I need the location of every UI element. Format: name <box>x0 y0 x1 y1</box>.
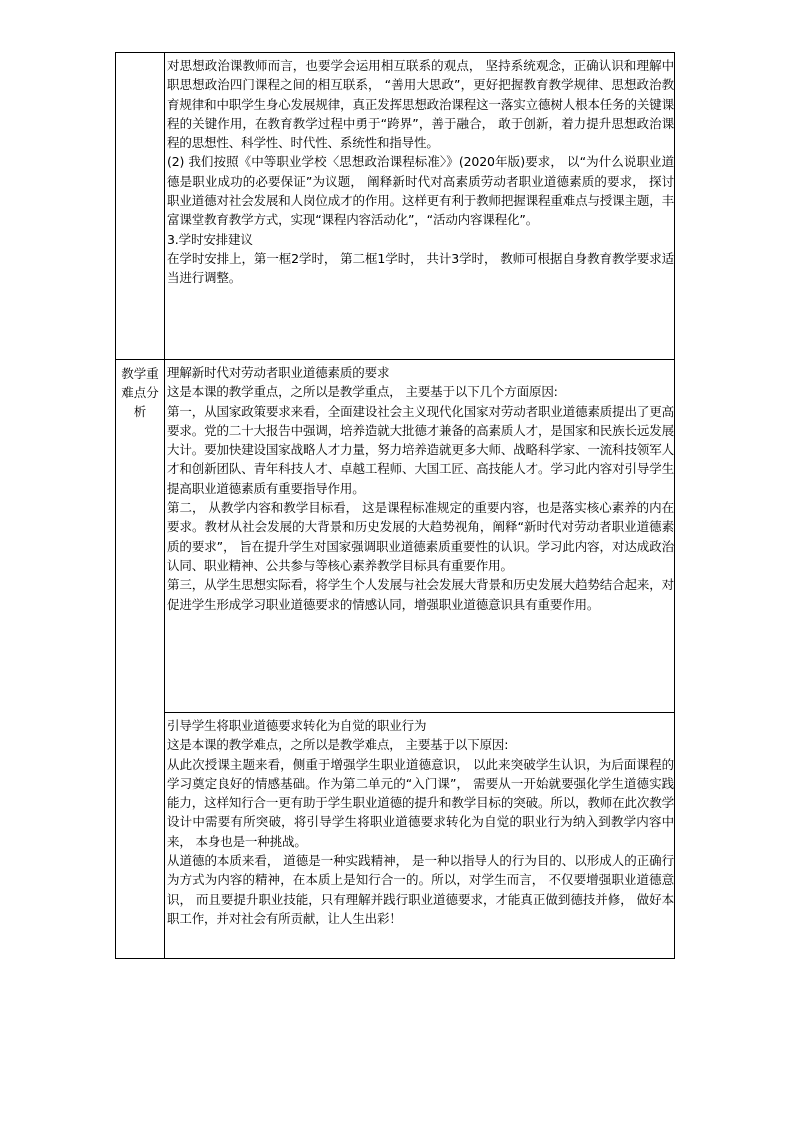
paragraph: 从此次授课主题来看，侧重于增强学生职业道德意识， 以此来突破学生认识，为后面课程的学习奠定良好的情感基础。作为第二单元的“入门课”， 需要从一开始就要强化学生道德实践能力，这样知行合一更有助于学生职业道德的提升和教学目标的突破。所以，教师在此次教学设计中需要有所突破，将引导学生将职业道德要求转化为自觉的职业行为纳入到教学内容中来， 本身也是一种挑战。 <box>167 756 674 849</box>
heading-key-point: 理解新时代对劳动者职业道德素质的要求 <box>167 365 390 380</box>
heading-difficult-point: 引导学生将职业道德要求转化为自觉的职业行为 <box>167 718 427 733</box>
content-cell <box>165 53 675 360</box>
paragraph: 第二， 从教学内容和教学目标看， 这是课程标准规定的重要内容，也是落实核心素养的内在要求。教材从社会发展的大背景和历史发展的大趋势视角，阐释“新时代对劳动者职业道德素质的要求”， 旨在提升学生对国家强调职业道德素质重要性的认识。学习此内容，对达成政治认同、职业精神、公共参与等核心素养教学目标具有重要作用。 <box>167 500 674 573</box>
paragraph: 3.学时安排建议 <box>167 231 253 247</box>
lesson-plan-table <box>115 52 675 959</box>
row-label <box>116 53 164 57</box>
paragraph: 从道德的本质来看， 道德是一种实践精神， 是一种以指导人的行为目的、以形成人的正确行为方式为内容的精神，在本质上是知行合一的。所以，对学生而言， 不仅要增强职业道德意识， 而且要提升职业技能，只有理解并践行职业道德要求，才能真正做到德技并修， 做好本职工作，并对社会有所贡献，让人生出彩！ <box>167 853 674 926</box>
paragraph: 这是本课的教学难点，之所以是教学难点， 主要基于以下原因: <box>167 737 509 753</box>
table-row <box>116 53 675 360</box>
row-label-cell <box>116 360 165 959</box>
content-cell <box>165 360 675 713</box>
row-label-key-difficult-points: 教学重难点分析 <box>121 366 159 419</box>
table-row <box>116 360 675 713</box>
row-label-cell <box>116 53 165 360</box>
paragraph: 对思想政治课教师而言，也要学会运用相互联系的观点， 坚持系统观念，正确认识和理解中职思想政治四门课程之间的相互联系， “善用大思政”，更好把握教育教学规律、思想政治教育规律和中职学生身心发展规律，真正发挥思想政治课程这一落实立德树人根本任务的关键课程的关键作用，在教育教学过程中勇于“跨界”，善于融合， 敢于创新，着力提升思想政治课程的思想性、科学性、时代性、系统性和指导性。 <box>167 58 674 151</box>
paragraph: 在学时安排上，第一框2学时， 第二框1学时， 共计3学时， 教师可根据自身教育教学要求适当进行调整。 <box>167 250 674 286</box>
paragraph: (2) 我们按照《中等职业学校〈思想政治课程标准〉》(2020年版)要求， 以“为什么说职业道德是职业成功的必要保证”为议题， 阐释新时代对高素质劳动者职业道德素质的要求， 探讨职业道德对社会发展和人岗位成才的作用。这样更有利于教师把握课程重难点与授课主题，丰富课堂教育教学方式，实现“课程内容活动化”，“活动内容课程化”。 <box>167 154 674 228</box>
paragraph: 这是本课的教学重点，之所以是教学重点， 主要基于以下几个方面原因: <box>167 384 558 400</box>
paragraph: 第三，从学生思想实际看，将学生个人发展与社会发展大背景和历史发展大趋势结合起来，对促进学生形成学习职业道德要求的情感认同，增强职业道德意识具有重要作用。 <box>167 577 674 612</box>
table-row <box>116 713 675 959</box>
paragraph: 第一，从国家政策要求来看，全面建设社会主义现代化国家对劳动者职业道德素质提出了更高要求。党的二十大报告中强调，培养造就大批德才兼备的高素质人才，是国家和民族长远发展大计。要加快建设国家战略人才力量，努力培养造就更多大师、战略科学家、一流科技领军人才和创新团队、青年科技人才、卓越工程师、大国工匠、高技能人才。学习此内容对引导学生提高职业道德素质有重要指导作用。 <box>167 403 674 496</box>
content-cell <box>165 713 675 959</box>
